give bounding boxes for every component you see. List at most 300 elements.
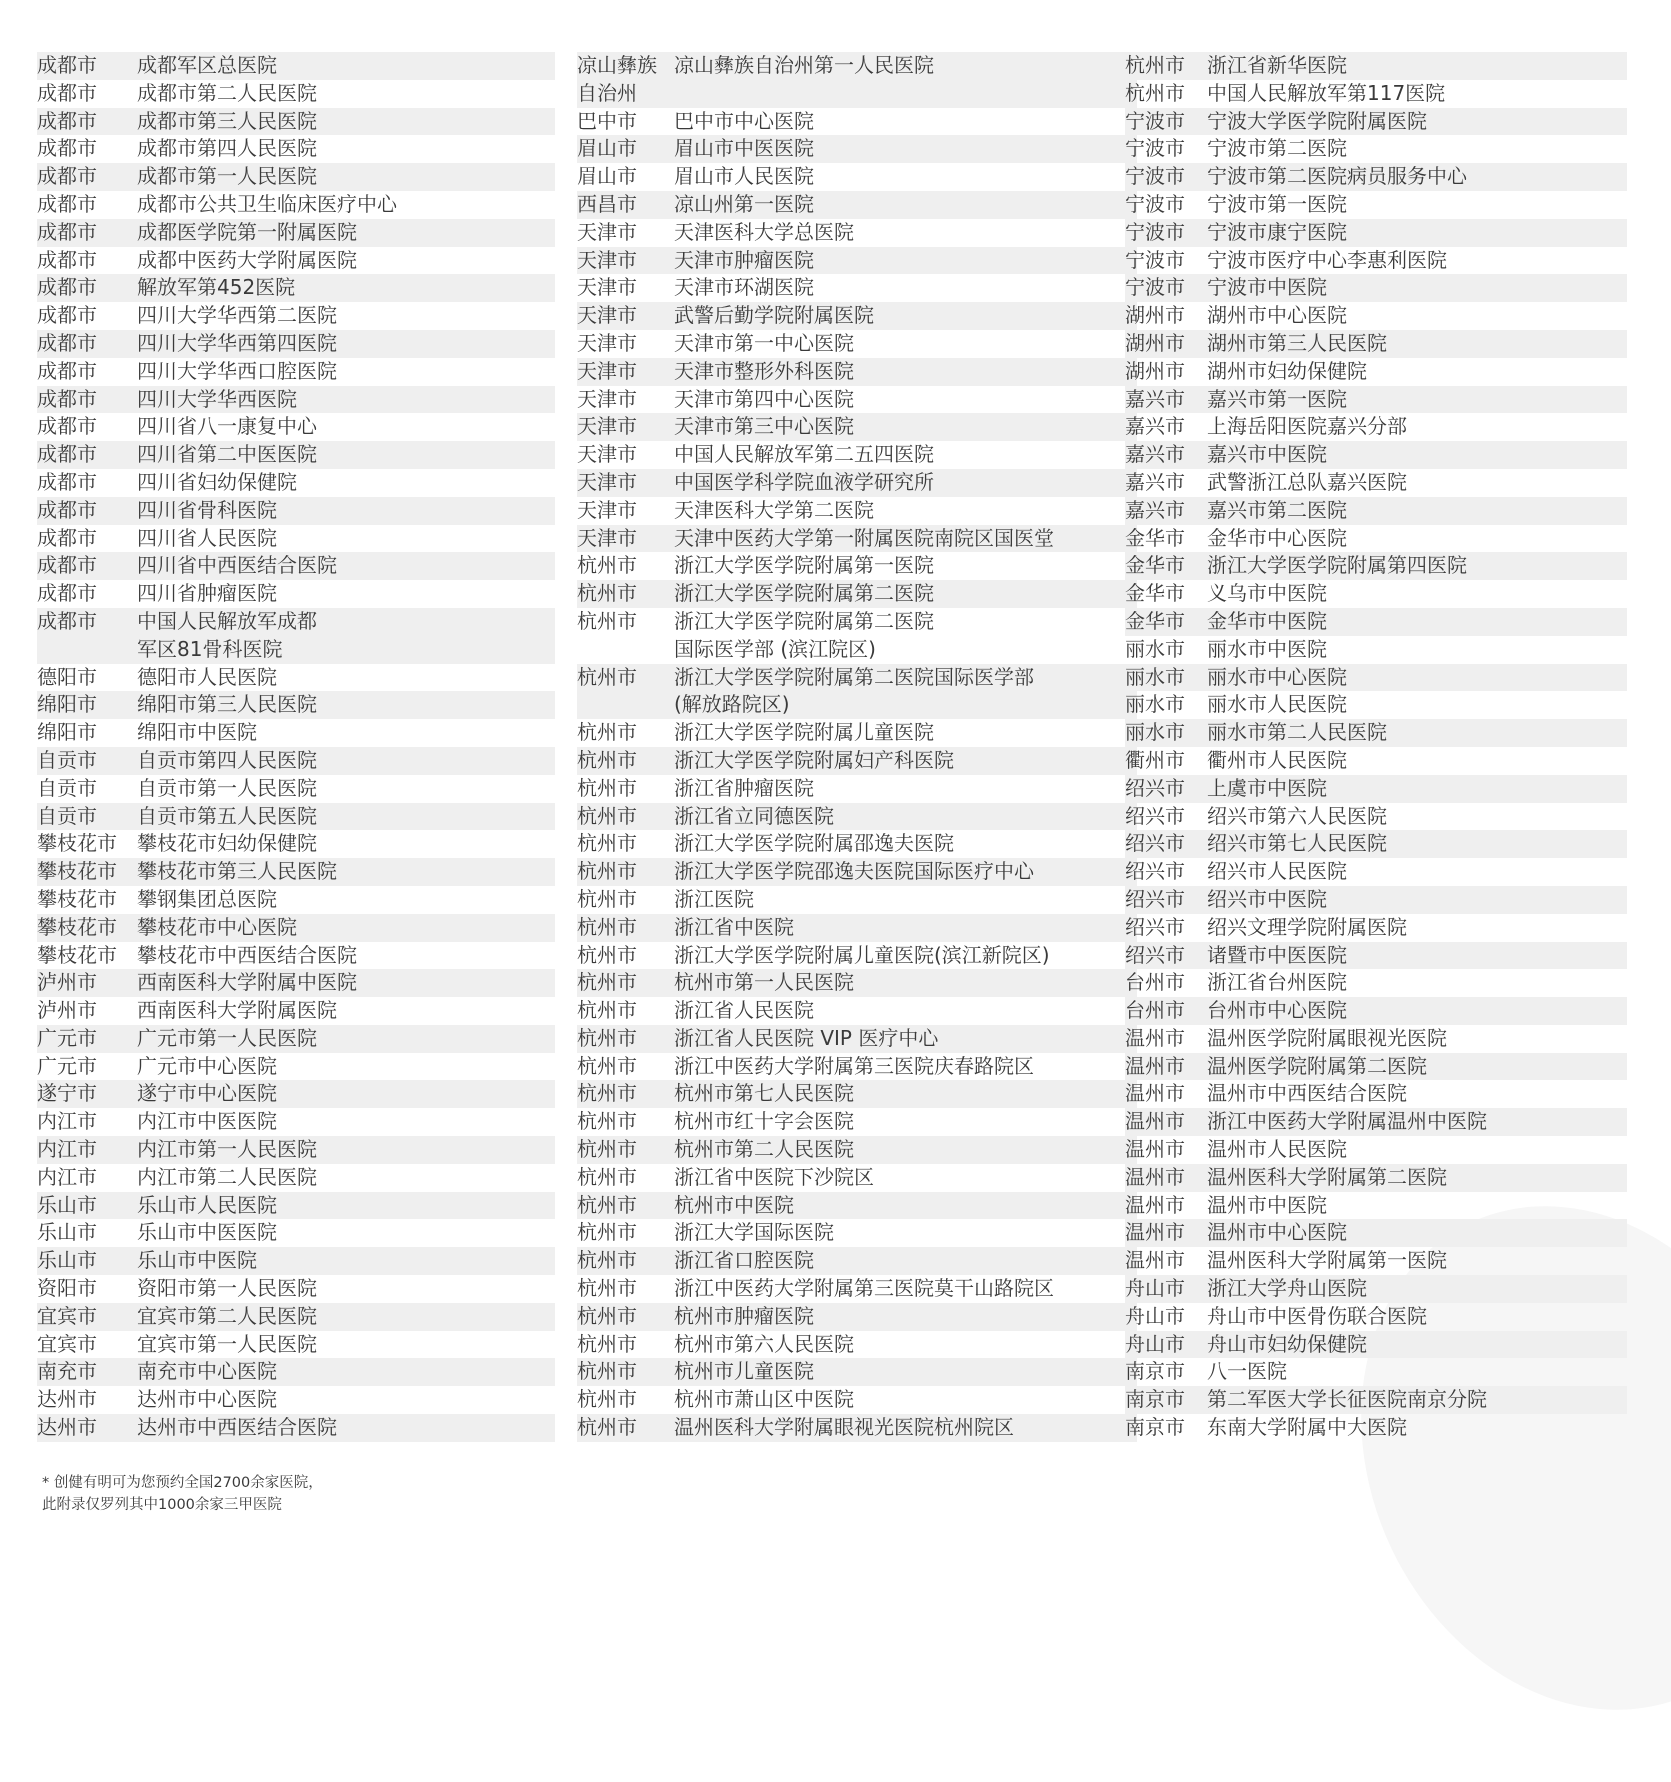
city-cell: 成都市	[37, 247, 97, 272]
city-cell: 杭州市	[577, 720, 637, 745]
table-row	[37, 247, 555, 275]
table-row	[1125, 1164, 1627, 1192]
table-row	[577, 997, 1137, 1025]
table-row	[577, 858, 1137, 886]
city-cell: 成都市	[37, 108, 97, 133]
city-cell: 衢州市	[1125, 747, 1185, 772]
table-row	[37, 219, 555, 247]
hospital-cell: 上海岳阳医院嘉兴分部	[1207, 414, 1407, 439]
hospital-cell: 四川省骨科医院	[137, 497, 277, 522]
city-cell: 绍兴市	[1125, 775, 1185, 800]
hospital-cell: 嘉兴市第一医院	[1207, 386, 1347, 411]
city-cell: 嘉兴市	[1125, 386, 1185, 411]
city-cell: 宁波市	[1125, 136, 1185, 161]
table-row	[1125, 1108, 1627, 1136]
city-cell: 杭州市	[577, 664, 637, 689]
table-row	[1125, 1331, 1627, 1359]
city-cell: 成都市	[37, 525, 97, 550]
hospital-cell: 西南医科大学附属中医院	[137, 970, 357, 995]
table-row	[37, 886, 555, 914]
table-row	[1125, 1080, 1627, 1108]
city-cell: 天津市	[577, 414, 637, 439]
city-cell: 南充市	[37, 1359, 97, 1384]
hospital-cell: 达州市中心医院	[137, 1387, 277, 1412]
hospital-cell: 金华市中心医院	[1207, 525, 1347, 550]
hospital-cell: 天津市环湖医院	[674, 275, 814, 300]
city-cell: 杭州市	[577, 1137, 637, 1162]
hospital-cell: 浙江大学医学院邵逸夫医院国际医疗中心	[674, 859, 1034, 884]
city-cell: 杭州市	[577, 608, 637, 633]
hospital-cell: 广元市中心医院	[137, 1053, 277, 1078]
table-row	[1125, 302, 1627, 330]
hospital-cell: 广元市第一人民医院	[137, 1025, 317, 1050]
table-row	[37, 719, 555, 747]
hospital-cell: 四川大学华西第四医院	[137, 330, 337, 355]
hospital-cell: 诸暨市中医医院	[1207, 942, 1347, 967]
city-cell: 金华市	[1125, 525, 1185, 550]
hospital-cell: 四川大学华西第二医院	[137, 303, 337, 328]
hospital-cell: 浙江省人民医院 VIP 医疗中心	[674, 1025, 939, 1050]
hospital-cell: 舟山市中医骨伤联合医院	[1207, 1303, 1427, 1328]
city-cell: 舟山市	[1125, 1276, 1185, 1301]
hospital-cell: 绍兴市人民医院	[1207, 859, 1347, 884]
city-cell: 杭州市	[577, 1192, 637, 1217]
city-cell: 宁波市	[1125, 164, 1185, 189]
city-cell: 南京市	[1125, 1387, 1185, 1412]
city-cell: 杭州市	[577, 1164, 637, 1189]
hospital-cell: 中国人民解放军第二五四医院	[674, 442, 934, 467]
city-cell: 宁波市	[1125, 191, 1185, 216]
table-row	[577, 1219, 1137, 1247]
hospital-cell: 成都市第三人民医院	[137, 108, 317, 133]
city-cell: 杭州市	[577, 747, 637, 772]
hospital-cell: 丽水市中心医院	[1207, 664, 1347, 689]
city-cell: 嘉兴市	[1125, 469, 1185, 494]
city-cell: 舟山市	[1125, 1331, 1185, 1356]
table-row	[37, 775, 555, 803]
table-row	[37, 1108, 555, 1136]
table-row	[577, 1247, 1137, 1275]
hospital-cell: 乐山市中医医院	[137, 1220, 277, 1245]
table-row	[1125, 1303, 1627, 1331]
table-row	[1125, 52, 1627, 80]
hospital-cell: 第二军医大学长征医院南京分院	[1207, 1387, 1487, 1412]
table-row	[577, 747, 1137, 775]
hospital-cell: 武警浙江总队嘉兴医院	[1207, 469, 1407, 494]
city-cell: 杭州市	[577, 1248, 637, 1273]
table-row	[1125, 914, 1627, 942]
table-row	[1125, 219, 1627, 247]
table-row	[577, 274, 1137, 302]
table-row	[577, 525, 1137, 553]
table-row	[37, 1080, 555, 1108]
hospital-cell: 资阳市第一人民医院	[137, 1276, 317, 1301]
hospital-cell: 温州市中医院	[1207, 1192, 1327, 1217]
city-cell: 台州市	[1125, 970, 1185, 995]
city-cell: 绍兴市	[1125, 803, 1185, 828]
table-row	[37, 608, 555, 664]
hospital-cell: 西南医科大学附属医院	[137, 998, 337, 1023]
table-row	[577, 942, 1137, 970]
city-cell: 成都市	[37, 358, 97, 383]
hospital-cell: 中国医学科学院血液学研究所	[674, 469, 934, 494]
city-cell: 杭州市	[577, 886, 637, 911]
table-row	[1125, 1053, 1627, 1081]
hospital-cell: 攀枝花市妇幼保健院	[137, 831, 317, 856]
table-row	[1125, 386, 1627, 414]
table-row	[577, 1025, 1137, 1053]
city-cell: 温州市	[1125, 1248, 1185, 1273]
city-cell: 杭州市	[577, 831, 637, 856]
hospital-cell: 成都市第一人民医院	[137, 164, 317, 189]
hospital-cell: 浙江医院	[674, 886, 754, 911]
hospital-cell: 浙江省中医院	[674, 914, 794, 939]
table-row	[1125, 691, 1627, 719]
hospital-cell: 温州医科大学附属第一医院	[1207, 1248, 1447, 1273]
table-row	[577, 1136, 1137, 1164]
table-row	[1125, 1358, 1627, 1386]
city-cell: 天津市	[577, 497, 637, 522]
city-cell: 舟山市	[1125, 1303, 1185, 1328]
city-cell: 嘉兴市	[1125, 497, 1185, 522]
table-row	[577, 469, 1137, 497]
table-row	[1125, 247, 1627, 275]
hospital-cell: 攀钢集团总医院	[137, 886, 277, 911]
city-cell: 成都市	[37, 497, 97, 522]
city-cell: 杭州市	[577, 775, 637, 800]
city-cell: 温州市	[1125, 1081, 1185, 1106]
city-cell: 乐山市	[37, 1248, 97, 1273]
table-row	[1125, 858, 1627, 886]
hospital-cell: 衢州市人民医院	[1207, 747, 1347, 772]
table-row	[37, 1331, 555, 1359]
table-row	[37, 1275, 555, 1303]
hospital-cell: 杭州市第一人民医院	[674, 970, 854, 995]
city-cell: 金华市	[1125, 553, 1185, 578]
hospital-cell: 巴中市中心医院	[674, 108, 814, 133]
table-row	[37, 747, 555, 775]
city-cell: 眉山市	[577, 136, 637, 161]
city-cell: 广元市	[37, 1025, 97, 1050]
hospital-cell: 四川省妇幼保健院	[137, 469, 297, 494]
hospital-cell: 浙江省中医院下沙院区	[674, 1164, 874, 1189]
hospital-cell: 宁波大学医学院附属医院	[1207, 108, 1427, 133]
city-cell: 杭州市	[577, 1303, 637, 1328]
city-cell: 杭州市	[577, 1220, 637, 1245]
table-row	[577, 886, 1137, 914]
city-cell: 眉山市	[577, 164, 637, 189]
city-cell: 南京市	[1125, 1415, 1185, 1440]
hospital-list	[37, 52, 1627, 1452]
hospital-cell: 浙江大学舟山医院	[1207, 1276, 1367, 1301]
city-cell: 温州市	[1125, 1137, 1185, 1162]
hospital-cell: 绍兴文理学院附属医院	[1207, 914, 1407, 939]
city-cell: 温州市	[1125, 1109, 1185, 1134]
city-cell: 杭州市	[577, 1081, 637, 1106]
table-row	[1125, 274, 1627, 302]
table-row	[1125, 191, 1627, 219]
hospital-cell: 宜宾市第一人民医院	[137, 1331, 317, 1356]
hospital-cell: 天津市第四中心医院	[674, 386, 854, 411]
city-cell: 杭州市	[1125, 80, 1185, 105]
hospital-cell: 杭州市肿瘤医院	[674, 1303, 814, 1328]
table-row	[577, 580, 1137, 608]
city-cell: 内江市	[37, 1109, 97, 1134]
table-row	[37, 274, 555, 302]
table-row	[1125, 830, 1627, 858]
hospital-cell: 浙江省立同德医院	[674, 803, 834, 828]
table-row	[37, 469, 555, 497]
hospital-cell: 杭州市萧山区中医院	[674, 1387, 854, 1412]
table-row	[577, 1108, 1137, 1136]
table-row	[1125, 469, 1627, 497]
table-row	[37, 525, 555, 553]
hospital-cell: 天津医科大学总医院	[674, 219, 854, 244]
table-row	[1125, 636, 1627, 664]
table-row	[577, 135, 1137, 163]
city-cell: 内江市	[37, 1164, 97, 1189]
city-cell: 南京市	[1125, 1359, 1185, 1384]
hospital-cell: 成都医学院第一附属医院	[137, 219, 357, 244]
table-row	[37, 552, 555, 580]
table-row	[1125, 747, 1627, 775]
table-row	[1125, 1136, 1627, 1164]
city-cell: 资阳市	[37, 1276, 97, 1301]
city-cell: 嘉兴市	[1125, 442, 1185, 467]
table-row	[577, 358, 1137, 386]
table-row	[577, 191, 1137, 219]
table-row	[37, 330, 555, 358]
hospital-cell: 中国人民解放军成都 军区81骨科医院	[137, 608, 317, 661]
table-row	[37, 1136, 555, 1164]
table-row	[1125, 441, 1627, 469]
table-row	[577, 247, 1137, 275]
city-cell: 绵阳市	[37, 720, 97, 745]
hospital-cell: 杭州市中医院	[674, 1192, 794, 1217]
city-cell: 西昌市	[577, 191, 637, 216]
city-cell: 宜宾市	[37, 1331, 97, 1356]
city-cell: 宁波市	[1125, 275, 1185, 300]
hospital-cell: 浙江省台州医院	[1207, 970, 1347, 995]
table-row	[37, 80, 555, 108]
hospital-cell: 乐山市人民医院	[137, 1192, 277, 1217]
hospital-cell: 杭州市红十字会医院	[674, 1109, 854, 1134]
table-row	[37, 1025, 555, 1053]
hospital-cell: 温州市中心医院	[1207, 1220, 1347, 1245]
table-row	[1125, 803, 1627, 831]
table-row	[1125, 664, 1627, 692]
hospital-cell: 凉山彝族自治州第一人民医院	[674, 53, 934, 77]
hospital-cell: 内江市中医医院	[137, 1109, 277, 1134]
city-cell: 泸州市	[37, 998, 97, 1023]
table-row	[1125, 330, 1627, 358]
table-row	[37, 1386, 555, 1414]
city-cell: 天津市	[577, 358, 637, 383]
hospital-cell: 丽水市人民医院	[1207, 692, 1347, 717]
city-cell: 金华市	[1125, 581, 1185, 606]
hospital-cell: 浙江省口腔医院	[674, 1248, 814, 1273]
city-cell: 广元市	[37, 1053, 97, 1078]
table-row	[577, 1192, 1137, 1220]
city-cell: 乐山市	[37, 1192, 97, 1217]
city-cell: 杭州市	[577, 1359, 637, 1384]
table-row	[577, 386, 1137, 414]
table-row	[1125, 1386, 1627, 1414]
hospital-cell: 浙江中医药大学附属第三医院莫干山路院区	[674, 1276, 1054, 1301]
city-cell: 杭州市	[1125, 53, 1185, 77]
city-cell: 台州市	[1125, 998, 1185, 1023]
hospital-cell: 内江市第一人民医院	[137, 1137, 317, 1162]
hospital-cell: 天津市第一中心医院	[674, 330, 854, 355]
city-cell: 宁波市	[1125, 219, 1185, 244]
table-row	[1125, 525, 1627, 553]
table-row	[1125, 942, 1627, 970]
city-cell: 湖州市	[1125, 358, 1185, 383]
hospital-column-1	[37, 52, 555, 1442]
hospital-cell: 绵阳市中医院	[137, 720, 257, 745]
hospital-cell: 宁波市医疗中心李惠利医院	[1207, 247, 1447, 272]
table-row	[1125, 135, 1627, 163]
table-row	[1125, 413, 1627, 441]
city-cell: 杭州市	[577, 553, 637, 578]
city-cell: 成都市	[37, 80, 97, 105]
hospital-cell: 温州医科大学附属眼视光医院杭州院区	[674, 1415, 1014, 1440]
hospital-cell: 宁波市第一医院	[1207, 191, 1347, 216]
hospital-cell: 宁波市第二医院	[1207, 136, 1347, 161]
city-cell: 成都市	[37, 442, 97, 467]
table-row	[1125, 1275, 1627, 1303]
hospital-cell: 四川省肿瘤医院	[137, 581, 277, 606]
table-row	[577, 108, 1137, 136]
city-cell: 绍兴市	[1125, 831, 1185, 856]
hospital-cell: 成都市第二人民医院	[137, 80, 317, 105]
city-cell: 绵阳市	[37, 692, 97, 717]
hospital-cell: 八一医院	[1207, 1359, 1287, 1384]
table-row	[37, 191, 555, 219]
table-row	[577, 830, 1137, 858]
hospital-cell: 眉山市中医医院	[674, 136, 814, 161]
city-cell: 宜宾市	[37, 1303, 97, 1328]
city-cell: 成都市	[37, 330, 97, 355]
hospital-cell: 嘉兴市中医院	[1207, 442, 1327, 467]
city-cell: 成都市	[37, 553, 97, 578]
table-row	[577, 52, 1137, 108]
city-cell: 天津市	[577, 219, 637, 244]
city-cell: 宁波市	[1125, 247, 1185, 272]
table-row	[37, 1247, 555, 1275]
city-cell: 杭州市	[577, 998, 637, 1023]
hospital-cell: 杭州市第七人民医院	[674, 1081, 854, 1106]
hospital-column-3	[1125, 52, 1627, 1442]
table-row	[37, 830, 555, 858]
hospital-cell: 自贡市第一人民医院	[137, 775, 317, 800]
table-row	[37, 413, 555, 441]
city-cell: 天津市	[577, 469, 637, 494]
table-row	[577, 219, 1137, 247]
hospital-cell: 天津市第三中心医院	[674, 414, 854, 439]
table-row	[1125, 580, 1627, 608]
hospital-cell: 天津中医药大学第一附属医院南院区国医堂	[674, 525, 1054, 550]
table-row	[37, 580, 555, 608]
table-row	[37, 108, 555, 136]
table-row	[1125, 775, 1627, 803]
table-row	[1125, 1192, 1627, 1220]
city-cell: 自贡市	[37, 803, 97, 828]
hospital-cell: 自贡市第五人民医院	[137, 803, 317, 828]
hospital-cell: 四川省第二中医医院	[137, 442, 317, 467]
table-row	[577, 719, 1137, 747]
table-row	[577, 163, 1137, 191]
city-cell: 杭州市	[577, 1387, 637, 1412]
city-cell: 成都市	[37, 275, 97, 300]
hospital-cell: 自贡市第四人民医院	[137, 747, 317, 772]
city-cell: 成都市	[37, 136, 97, 161]
city-cell: 达州市	[37, 1415, 97, 1440]
table-row	[37, 691, 555, 719]
city-cell: 湖州市	[1125, 330, 1185, 355]
city-cell: 天津市	[577, 303, 637, 328]
table-row	[37, 441, 555, 469]
hospital-cell: 南充市中心医院	[137, 1359, 277, 1384]
table-row	[1125, 552, 1627, 580]
table-row	[37, 914, 555, 942]
city-cell: 攀枝花市	[37, 914, 117, 939]
table-row	[1125, 719, 1627, 747]
city-cell: 杭州市	[577, 581, 637, 606]
table-row	[1125, 108, 1627, 136]
hospital-cell: 武警后勤学院附属医院	[674, 303, 874, 328]
hospital-cell: 攀枝花市中心医院	[137, 914, 297, 939]
table-row	[577, 803, 1137, 831]
hospital-cell: 四川大学华西医院	[137, 386, 297, 411]
table-row	[577, 914, 1137, 942]
city-cell: 成都市	[37, 469, 97, 494]
table-row	[37, 1414, 555, 1442]
city-cell: 绍兴市	[1125, 859, 1185, 884]
hospital-cell: 浙江大学医学院附属第二医院国际医学部 (解放路院区)	[674, 664, 1034, 717]
hospital-cell: 凉山州第一医院	[674, 191, 814, 216]
hospital-cell: 丽水市第二人民医院	[1207, 720, 1387, 745]
table-row	[37, 664, 555, 692]
hospital-cell: 浙江大学医学院附属第二医院	[674, 581, 934, 606]
table-row	[37, 52, 555, 80]
table-row	[577, 441, 1137, 469]
city-cell: 德阳市	[37, 664, 97, 689]
hospital-cell: 湖州市中心医院	[1207, 303, 1347, 328]
city-cell: 杭州市	[577, 1025, 637, 1050]
city-cell: 温州市	[1125, 1053, 1185, 1078]
hospital-cell: 成都市公共卫生临床医疗中心	[137, 191, 397, 216]
hospital-cell: 杭州市第六人民医院	[674, 1331, 854, 1356]
hospital-cell: 绍兴市第七人民医院	[1207, 831, 1387, 856]
hospital-cell: 天津市整形外科医院	[674, 358, 854, 383]
city-cell: 宁波市	[1125, 108, 1185, 133]
city-cell: 温州市	[1125, 1220, 1185, 1245]
hospital-cell: 宁波市第二医院病员服务中心	[1207, 164, 1467, 189]
hospital-cell: 浙江大学医学院附属儿童医院	[674, 720, 934, 745]
hospital-cell: 成都中医药大学附属医院	[137, 247, 357, 272]
hospital-cell: 浙江大学医学院附属儿童医院(滨江新院区)	[674, 942, 1050, 967]
hospital-cell: 天津医科大学第二医院	[674, 497, 874, 522]
table-row	[577, 664, 1137, 720]
hospital-cell: 宜宾市第二人民医院	[137, 1303, 317, 1328]
hospital-cell: 浙江中医药大学附属温州中医院	[1207, 1109, 1487, 1134]
city-cell: 杭州市	[577, 970, 637, 995]
table-row	[37, 135, 555, 163]
city-cell: 乐山市	[37, 1220, 97, 1245]
city-cell: 丽水市	[1125, 636, 1185, 661]
table-row	[1125, 608, 1627, 636]
